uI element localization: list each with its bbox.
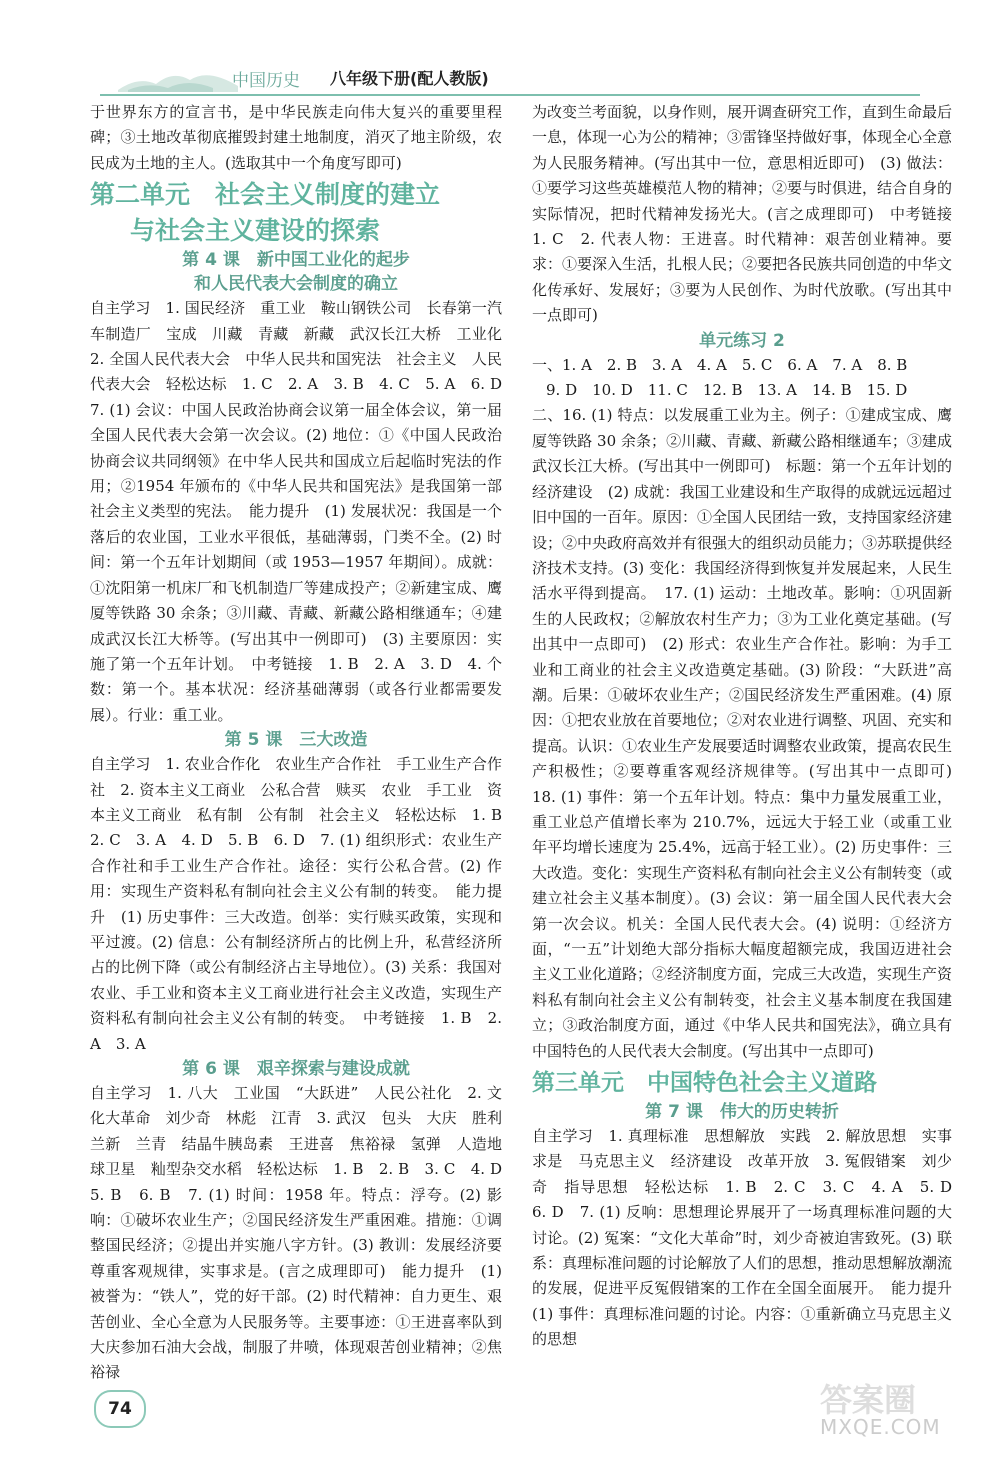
left-paragraph-1: 于世界东方的宣言书，是中华民族走向伟大复兴的重要里程碑；③土地改革彻底摧毁封建土地制度，消灭了地主阶级，农民成为土地的主人。(选取其中一个角度写即可)	[90, 103, 502, 172]
lesson-7-answers: 自主学习 1. 真理标准 思想解放 实践 2. 解放思想 实事求是 马克思主义 经济建设 改革开放 3. 冤假错案 刘少奇 指导思想 轻松达标 1. B 2. C 3. C 4. A 5. D 6. D 7. (1) 反响：思想理论界展开了一场真理标准问题的大讨论。(2) 冤案：“文化大革命”时，刘少奇被迫害致死。(3) 联系：真理标准问题的讨论解放了人们的思想，推动思想解放潮流的发展，促进平反冤假错案的工作在全国全面展开。 能力提升 (1) 事件：真理标准问题的讨论。内容：①重新确立马克思主义的思想	[532, 1127, 968, 1349]
header-grade: 八年级下册(配人教版)	[330, 69, 489, 88]
watermark-logo: 答案圈	[820, 1381, 917, 1419]
choice-answers-line-1: 一、1. A 2. B 3. A 4. A 5. C 6. A 7. A 8. B	[532, 355, 908, 374]
choice-answers-line-2: 9. D 10. D 11. C 12. B 13. A 14. B 15. D	[546, 381, 908, 400]
lesson-4-title-line-2: 和人民代表大会制度的确立	[194, 274, 398, 295]
header-subject: 中国历史	[232, 71, 300, 91]
watermark-text: MXQE.COM	[820, 1415, 941, 1439]
page-header	[100, 58, 920, 98]
lesson-4-title-line-1: 第 4 课 新中国工业化的起步	[182, 250, 410, 271]
unit-2-title-line-1: 第二单元 社会主义制度的建立	[90, 180, 441, 210]
lesson-6-title: 第 6 课 艰辛探索与建设成就	[182, 1059, 410, 1079]
right-paragraph-1: 为改变兰考面貌，以身作则，展开调查研究工作，直到生命最后一息，体现一心为公的精神；③雷锋坚持做好事，体现全心全意为人民服务精神。(写出其中一位，意思相近即可) (3) 做法：①要学习这些英雄模范人物的精神；②要与时俱进，结合自身的实际情况，把时代精神发扬光大。(言之成理即可) 中考链接 1. C 2. 代表人物：王进喜。时代精神：艰苦创业精神。要求：①要深入生活，扎根人民；②要把各民族共同创造的中华文化传承好、发展好；③要为人民创作、为时代放歌。(写出其中一点即可)	[532, 103, 968, 325]
lesson-5-answers: 自主学习 1. 农业合作化 农业生产合作社 手工业生产合作社 2. 资本主义工商业 公私合营 赎买 农业 手工业 资本主义工商业 私有制 公有制 社会主义 轻松达标 1. B 2. C 3. A 4. D 5. B 6. D 7. (1) 组织形式：农业生产合作社和手工业生产合作社。途径：实行公私合营。(2) 作用：实现生产资料私有制向社会主义公有制的转变。 能力提升 (1) 历史事件：三大改造。创举：实行赎买政策，实现和平过渡。(2) 信息：公有制经济所占的比例上升，私营经济所占的比例下降（或公有制经济占主导地位）。(3) 关系：我国对农业、手工业和资本主义工商业进行社会主义改造，实现生产资料私有制向社会主义公有制的转变。 中考链接 1. B 2. A 3. A	[90, 755, 518, 1053]
left-column	[90, 100, 518, 1386]
unit-3-title: 第三单元 中国特色社会主义道路	[532, 1070, 877, 1097]
lesson-5-title: 第 5 课 三大改造	[224, 730, 368, 751]
mountain-logo-icon	[118, 66, 238, 92]
unit-practice-2-answers: 二、16. (1) 特点：以发展重工业为主。例子：①建成宝成、鹰厦等铁路 30 余条；②川藏、青藏、新藏公路相继通车；③建成武汉长江大桥。(写出其中一例即可) 标题：第一个五年计划的经济建设 (2) 成就：我国工业建设和生产取得的成就远远超过旧中国的一百年。原因：①全国人民团结一致，支持国家经济建设；②中央政府高效并有很强大的组织动员能力；③苏联提供经济技术支持。(3) 变化：我国经济得到恢复并发展起来，人民生活水平得到提高。 17. (1) 运动：土地改革。影响：①巩固新生的人民政权；②解放农村生产力；③为工业化奠定基础。(写出其中一点即可) (2) 形式：农业生产合作社。影响：为手工业和工商业的社会主义改造奠定基础。(3) 阶段：“大跃进”高潮。后果：①破坏农业生产；②国民经济发生严重困难。(4) 原因：①把农业放在首要地位；②对农业进行调整、巩固、充实和提高。认识：①农业生产发展要适时调整农业政策，提高农民生产积极性；②要尊重客观经济规律等。(写出其中一点即可) 18. (1) 事件：第一个五年计划。特点：集中力量发展重工业，重工业总产值增长率为 210.7%，远远大于轻工业（或重工业年平均增长速度为 25.4%，远高于轻工业）。(2) 历史事件：三大改造。变化：实现生产资料私有制向社会主义公有制转变（或建立社会主义基本制度）。(3) 会议：第一届全国人民代表大会第一次会议。机关：全国人民代表大会。(4) 说明：①经济方面，“一五”计划绝大部分指标大幅度超额完成，我国迈进社会主义工业化道路；②经济制度方面，完成三大改造，实现生产资料私有制向社会主义公有制转变，社会主义基本制度在我国建立；③政治制度方面，通过《中华人民共和国宪法》，确立具有中国特色的人民代表大会制度。(写出其中一点即可)	[532, 406, 968, 1060]
right-column	[532, 100, 968, 1353]
page-number: 74	[94, 1390, 146, 1428]
unit-2-title-line-2: 与社会主义建设的探索	[130, 216, 381, 246]
header-rule	[100, 94, 920, 96]
lesson-7-title: 第 7 课 伟大的历史转折	[645, 1102, 839, 1123]
lesson-6-answers: 自主学习 1. 八大 工业国 “大跃进” 人民公社化 2. 文化大革命 刘少奇 林彪 江青 3. 武汉 包头 大庆 胜利 兰新 兰青 结晶牛胰岛素 王进喜 焦裕禄 氢弹 人造地球卫星 籼型杂交水稻 轻松达标 1. B 2. B 3. C 4. D 5. B 6. B 7. (1) 时间：1958 年。特点：浮夸。(2) 影响：①破坏农业生产；②国民经济发生严重困难。措施：①调整国民经济；②提出并实施八字方针。(3) 教训：发展经济要尊重客观规律，实事求是。(言之成理即可) 能力提升 (1) 被誉为：“铁人”，党的好干部。(2) 时代精神：自力更生、艰苦创业、全心全意为人民服务等。主要事迹：①王进喜率队到大庆参加石油大会战，制服了井喷，体现艰苦创业精神；②焦裕禄	[90, 1084, 518, 1382]
lesson-4-answers: 自主学习 1. 国民经济 重工业 鞍山钢铁公司 长春第一汽车制造厂 宝成 川藏 青藏 新藏 武汉长江大桥 工业化 2. 全国人民代表大会 中华人民共和国宪法 社会主义 人民代表大会 轻松达标 1. C 2. A 3. B 4. C 5. A 6. D 7. (1) 会议：中国人民政治协商会议第一届全体会议，第一届全国人民代表大会第一次会议。(2) 地位：①《中国人民政治协商会议共同纲领》在中华人民共和国成立后起临时宪法的作用；②1954 年颁布的《中华人民共和国宪法》是我国第一部社会主义类型的宪法。 能力提升 (1) 发展状况：我国是一个落后的农业国，工业水平很低，基础薄弱，门类不全。(2) 时间：第一个五年计划期间（或 1953—1957 年期间）。成就：①沈阳第一机床厂和飞机制造厂等建成投产；②新建宝成、鹰厦等铁路 30 余条；③川藏、青藏、新藏公路相继通车；④建成武汉长江大桥等。(写出其中一例即可) (3) 主要原因：实施了第一个五年计划。 中考链接 1. B 2. A 3. D 4. 个数：第一个。基本状况：经济基础薄弱（或各行业都需要发展）。行业：重工业。	[90, 299, 518, 724]
unit-practice-2-title: 单元练习 2	[699, 330, 785, 351]
